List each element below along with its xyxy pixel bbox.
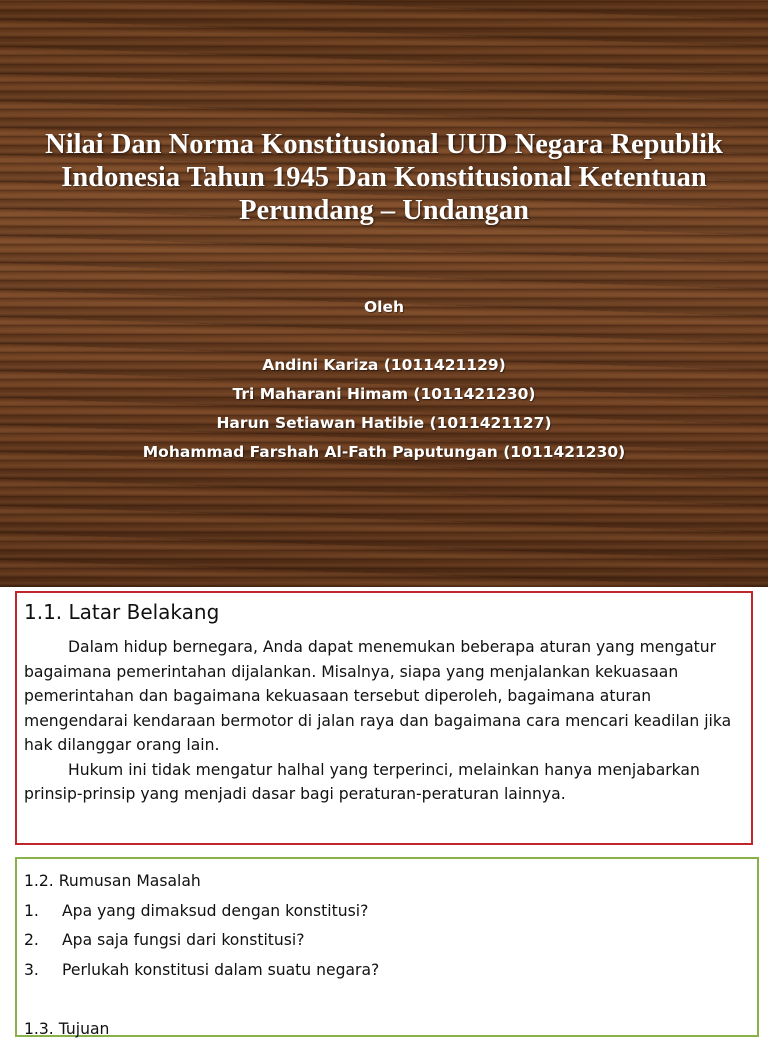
- section-heading: 1.1. Latar Belakang: [24, 600, 219, 624]
- presentation-title: Nilai Dan Norma Konstitusional UUD Negara Republik Indonesia Tahun 1945 Dan Konstitusional Ketentuan Perundang – Undangan: [20, 128, 748, 227]
- section-body: [24, 635, 746, 807]
- credits-block: [0, 293, 768, 467]
- section-heading: 1.2. Rumusan Masalah: [24, 867, 749, 897]
- body-paragraph: Hukum ini tidak mengatur halhal yang terperinci, melainkan hanya menjabarkan prinsip-prinsip yang menjadi dasar bagi peraturan-peraturan lainnya.: [24, 758, 746, 807]
- author-name: Harun Setiawan Hatibie (1011421127): [0, 409, 768, 438]
- spacer: [24, 985, 749, 1015]
- list-number: 1.: [24, 897, 62, 927]
- list-number: 2.: [24, 926, 62, 956]
- list-text: Apa yang dimaksud dengan konstitusi?: [62, 897, 368, 927]
- list-text: Perlukah konstitusi dalam suatu negara?: [62, 956, 379, 986]
- author-name: Mohammad Farshah Al-Fath Paputungan (1011421230): [0, 438, 768, 467]
- author-name: Tri Maharani Himam (1011421230): [0, 380, 768, 409]
- problem-slide: [15, 857, 759, 1037]
- list-item: [24, 897, 749, 927]
- list-item: [24, 956, 749, 986]
- next-section-heading: 1.3. Tujuan: [24, 1015, 749, 1044]
- body-paragraph: Dalam hidup bernegara, Anda dapat menemukan beberapa aturan yang mengatur bagaimana pemerintahan dijalankan. Misalnya, siapa yang menjalankan kekuasaan pemerintahan dan bagaimana kekuasaan tersebut diperoleh, bagaimana aturan mengendarai kendaraan bermotor di jalan raya dan bagaimana cara mencari keadilan jika hak dilanggar orang lain.: [24, 635, 746, 758]
- problem-content: [24, 867, 749, 1044]
- list-text: Apa saja fungsi dari konstitusi?: [62, 926, 305, 956]
- background-slide: [15, 591, 753, 845]
- author-name: Andini Kariza (1011421129): [0, 351, 768, 380]
- by-label: Oleh: [0, 293, 768, 322]
- list-item: [24, 926, 749, 956]
- list-number: 3.: [24, 956, 62, 986]
